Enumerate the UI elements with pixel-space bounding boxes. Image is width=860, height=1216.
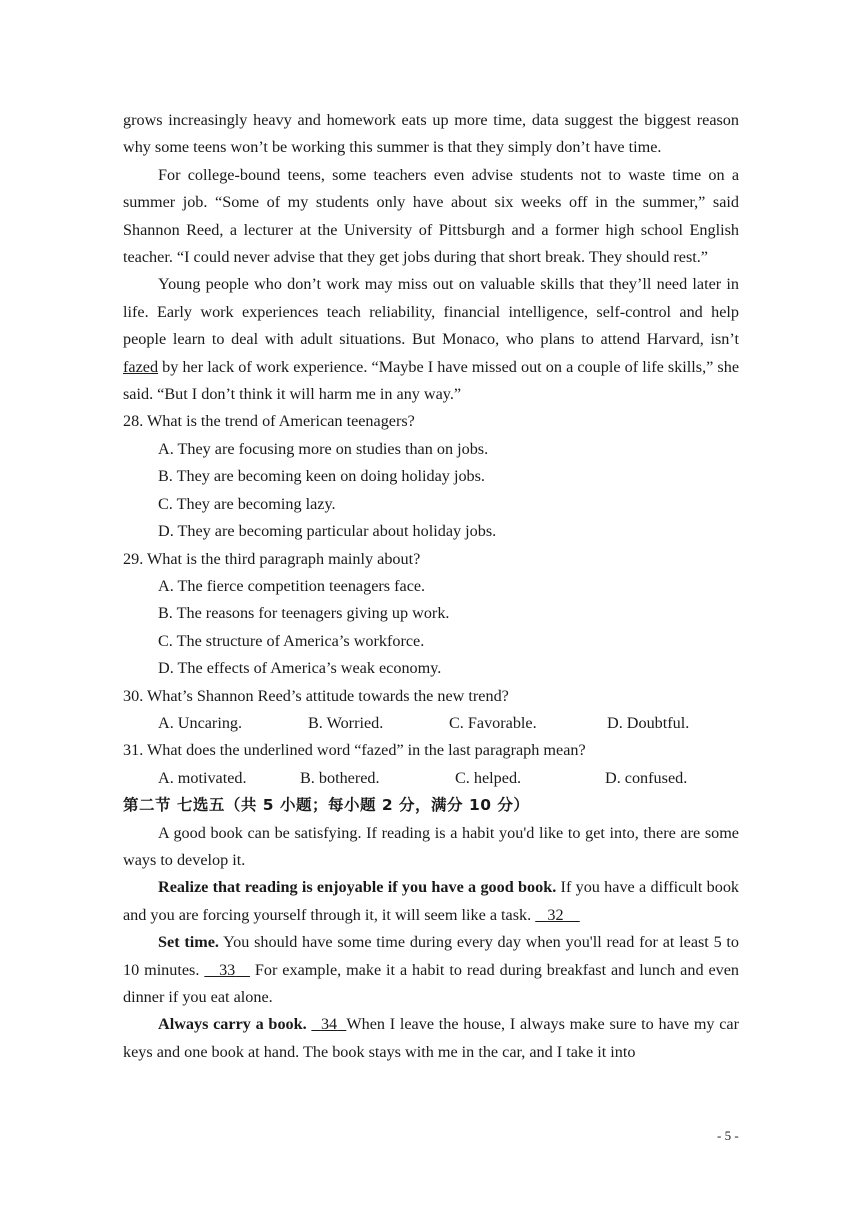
question-31-options	[123, 765, 739, 792]
tip-1-text: If you have a difficult book and you are forcing yourself through it, it will seem like a task.	[123, 878, 740, 924]
question-30-options	[123, 710, 739, 737]
question-30-option-d: D. Doubtful.	[607, 713, 690, 732]
question-28-stem: 28. What is the trend of American teenagers?	[123, 412, 415, 431]
question-29-option-a: A. The fierce competition teenagers face.	[158, 576, 426, 595]
section-2-tip-2	[123, 929, 739, 1011]
question-28-option-b: B. They are becoming keen on doing holiday jobs.	[158, 467, 485, 486]
passage-paragraph-3-text-a: Young people who don’t work may miss out on valuable skills that they’ll need later in life. Early work experiences teach reliability, financial intelligence, self-control and help people learn to deal with adult situations. But Monaco, who plans to attend Harvard, isn’t	[123, 275, 739, 349]
passage-paragraph-1: grows increasingly heavy and homework eats up more time, data suggest the biggest reason why some teens won’t be working this summer is that they simply don’t have time.	[123, 111, 739, 157]
passage-paragraph-2: For college-bound teens, some teachers even advise students not to waste time on a summer job. “Some of my students only have about six weeks off in the summer,” said Shannon Reed, a lecturer at the University of Pittsburgh and a former high school English teacher. “I could never advise that they get jobs during that short break. They should rest.”	[123, 165, 739, 267]
question-30-option-b: B. Worried.	[308, 713, 384, 732]
question-28-option-a: A. They are focusing more on studies than on jobs.	[158, 439, 489, 458]
blank-34	[311, 1015, 346, 1033]
question-31-option-a: A. motivated.	[158, 768, 247, 787]
tip-2-text-after: For example, make it a habit to read during breakfast and lunch and even dinner if you eat alone.	[123, 960, 740, 1006]
question-30-option-a: A. Uncaring.	[158, 713, 243, 732]
blank-33-number: 33	[219, 960, 236, 979]
underlined-word-fazed: fazed	[123, 357, 159, 376]
question-31-option-c: C. helped.	[455, 768, 522, 787]
passage-paragraph-3	[123, 271, 739, 408]
tip-1-heading: Realize that reading is enjoyable if you have a good book.	[158, 878, 557, 897]
question-29-stem: 29. What is the third paragraph mainly about?	[123, 549, 421, 568]
page-content	[123, 107, 739, 1066]
section-2-tip-3	[123, 1011, 739, 1066]
question-28-option-d: D. They are becoming particular about holiday jobs.	[158, 522, 497, 541]
question-31-stem: 31. What does the underlined word “fazed” in the last paragraph mean?	[123, 741, 586, 760]
tip-3-heading: Always carry a book.	[158, 1015, 307, 1034]
question-31-option-b: B. bothered.	[300, 768, 380, 787]
question-30-option-c: C. Favorable.	[449, 713, 537, 732]
question-31-option-d: D. confused.	[605, 768, 688, 787]
passage-paragraph-3-text-b: by her lack of work experience. “Maybe I have missed out on a couple of life skills,” she said. “But I don’t think it will harm me in any way.”	[123, 357, 739, 404]
tip-2-text: You should have some time during every day when you'll read for at least 5 to 10 minutes.	[123, 933, 740, 979]
page-number: - 5 -	[717, 1128, 739, 1143]
blank-32	[535, 906, 580, 924]
section-2-title: 第二节 七选五（共 5 小题；每小题 2 分，满分 10 分）	[123, 796, 530, 815]
blank-32-number: 32	[547, 905, 564, 924]
blank-34-number: 34	[320, 1015, 338, 1034]
question-30-stem: 30. What’s Shannon Reed’s attitude towards the new trend?	[123, 686, 509, 705]
question-29-option-d: D. The effects of America’s weak economy.	[158, 659, 442, 678]
blank-33	[204, 961, 250, 979]
question-28-option-c: C. They are becoming lazy.	[158, 494, 336, 513]
tip-3-text-after: When I leave the house, I always make sure to have my car keys and one book at hand. The book stays with me in the car, and I take it into	[123, 1015, 740, 1061]
section-2-intro: A good book can be satisfying. If reading is a habit you'd like to get into, there are some ways to develop it.	[123, 823, 739, 869]
question-29-option-c: C. The structure of America’s workforce.	[158, 631, 425, 650]
question-29-option-b: B. The reasons for teenagers giving up work.	[158, 604, 450, 623]
blank-32-wrap	[531, 906, 580, 924]
section-2-tip-1	[123, 874, 739, 929]
tip-2-heading: Set time.	[158, 933, 219, 952]
